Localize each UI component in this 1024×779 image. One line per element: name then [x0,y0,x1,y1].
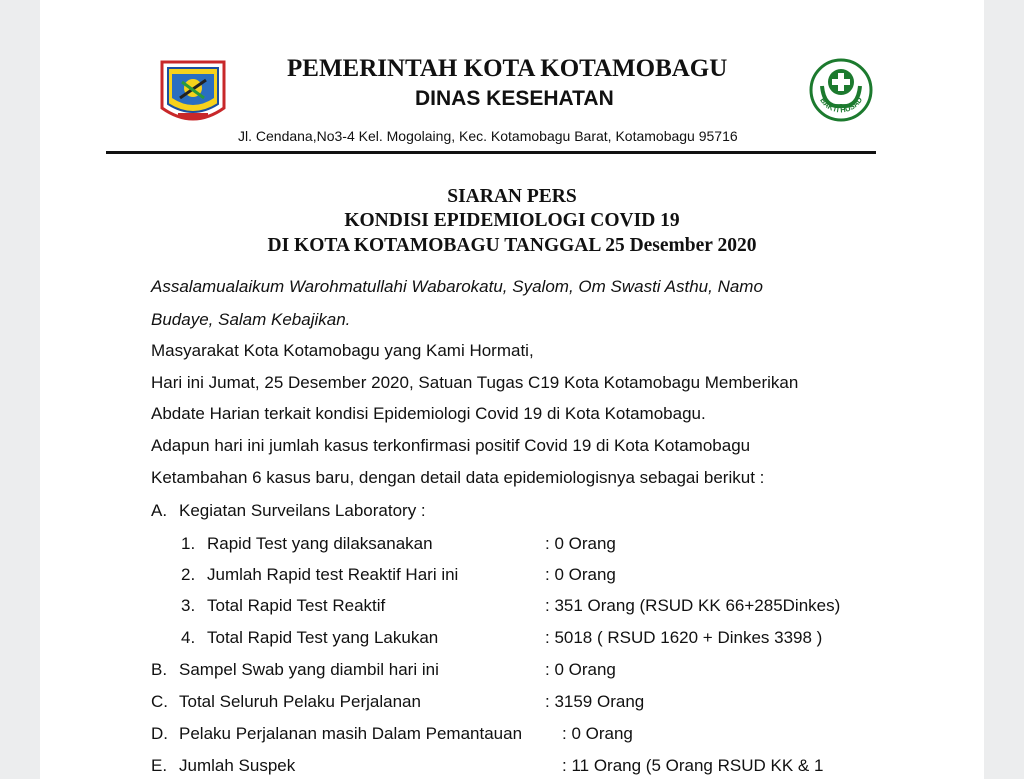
section-b-label: Sampel Swab yang diambil hari ini [179,660,439,679]
list-item-number: 2. [181,565,196,584]
section-e-label: Jumlah Suspek [179,756,296,775]
section-c-value: : 3159 Orang [545,692,645,711]
title-line-2: KONDISI EPIDEMIOLOGI COVID 19 [344,210,680,231]
section-d-marker: D. [151,724,168,743]
section-e-marker: E. [151,756,168,775]
section-d-label: Pelaku Perjalanan masih Dalam Pemantauan [179,724,523,743]
section-c-label: Total Seluruh Pelaku Perjalanan [179,692,421,711]
bakti-husada-logo [806,56,876,128]
dept-heading: DINAS KESEHATAN [415,87,614,110]
section-d-value: : 0 Orang [562,724,633,743]
paragraph-line-2: Hari ini Jumat, 25 Desember 2020, Satuan Tugas C19 Kota Kotamobagu Memberikan [151,373,799,392]
svg-text:BAKTI HUSADA: BAKTI HUSAD [818,95,865,115]
document-page [40,0,984,779]
list-item-number: 4. [181,628,196,647]
list-item-value: : 0 Orang [545,565,616,584]
section-a-marker: A. [151,501,168,520]
list-item-number: 3. [181,596,196,615]
address-line: Jl. Cendana,No3-4 Kel. Mogolaing, Kec. Kotamobagu Barat, Kotamobagu 95716 [238,128,738,144]
greeting-line-1: Assalamualaikum Warohmatullahi Wabarokatu, Syalom, Om Swasti Asthu, Namo [151,277,763,296]
header-rule-thick [106,151,876,154]
greeting-line-2: Budaye, Salam Kebajikan. [151,310,351,329]
city-coat-of-arms-logo [158,58,228,130]
list-item-value: : 0 Orang [545,534,616,553]
list-item-number: 1. [181,534,196,553]
list-item-label: Jumlah Rapid test Reaktif Hari ini [207,565,459,584]
list-item-value: : 5018 ( RSUD 1620 + Dinkes 3398 ) [545,628,823,647]
paragraph-line-3: Abdate Harian terkait kondisi Epidemiologi Covid 19 di Kota Kotamobagu. [151,404,706,423]
section-a-label: Kegiatan Surveilans Laboratory : [179,501,426,520]
title-line-1: SIARAN PERS [447,186,577,207]
gov-heading: PEMERINTAH KOTA KOTAMOBAGU [287,55,728,82]
section-c-marker: C. [151,692,168,711]
section-b-value: : 0 Orang [545,660,616,679]
paragraph-line-4: Adapun hari ini jumlah kasus terkonfirmasi positif Covid 19 di Kota Kotamobagu [151,436,751,455]
list-item-label: Total Rapid Test Reaktif [207,596,386,615]
section-e-value: : 11 Orang (5 Orang RSUD KK & 1 [562,756,824,775]
paragraph-line-1: Masyarakat Kota Kotamobagu yang Kami Hormati, [151,341,534,360]
section-b-marker: B. [151,660,168,679]
list-item-label: Rapid Test yang dilaksanakan [207,534,433,553]
title-line-3: DI KOTA KOTAMOBAGU TANGGAL 25 Desember 2020 [267,235,757,256]
paragraph-line-5: Ketambahan 6 kasus baru, dengan detail data epidemiologisnya sebagai berikut : [151,468,765,487]
list-item-label: Total Rapid Test yang Lakukan [207,628,439,647]
list-item-value: : 351 Orang (RSUD KK 66+285Dinkes) [545,596,841,615]
